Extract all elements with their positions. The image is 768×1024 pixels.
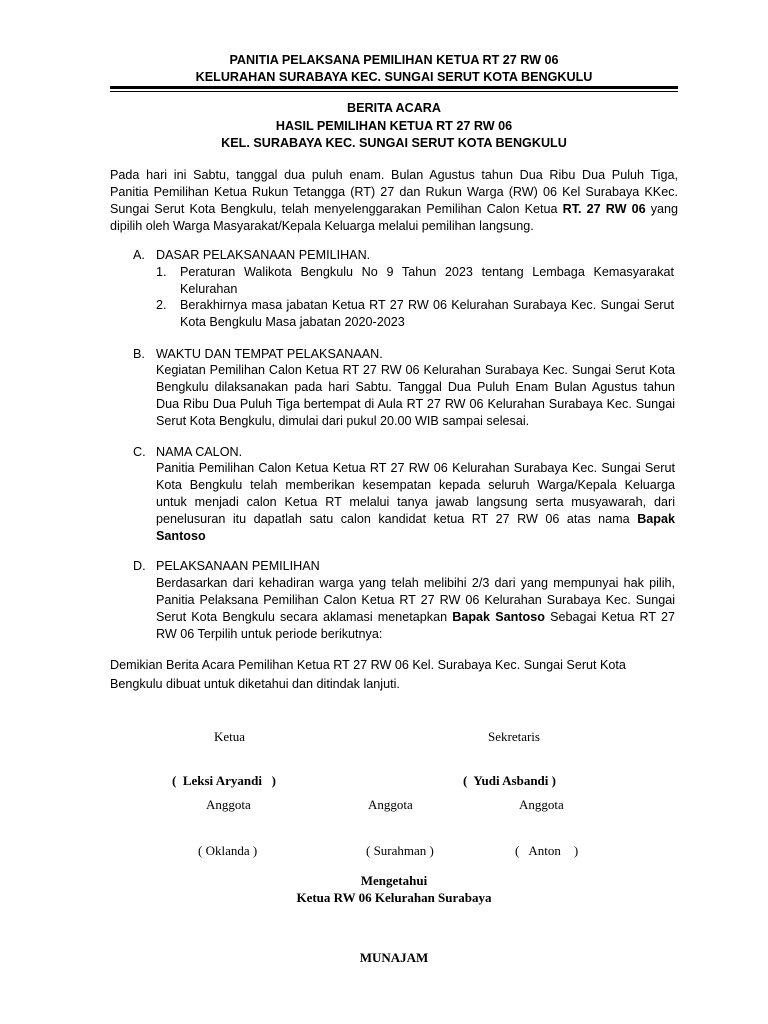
section-d-line-3 xyxy=(156,609,675,626)
approval-line-2: Ketua RW 06 Kelurahan Surabaya xyxy=(296,890,492,905)
approval-block xyxy=(194,872,594,906)
intro-line-3-bold: RT. 27 RW 06 xyxy=(562,202,646,216)
section-c-line-1: Panitia Pemilihan Calon Ketua Ketua RT 27 RW 06 Kelurahan Surabaya Kec. Sungai Serut xyxy=(156,461,675,475)
header-line-1: PANITIA PELAKSANA PEMILIHAN KETUA RT 27 RW 06 xyxy=(229,53,559,67)
anggota-3-name: ( Anton ) xyxy=(515,843,579,858)
title-line-1: BERITA ACARA xyxy=(347,101,441,115)
section-d-line-4: RW 06 Terpilih untuk periode berikutnya: xyxy=(156,627,383,641)
section-c-line-4-text: penelusuran itu dapatlah satu calon kandidat ketua RT 27 RW 06 atas nama xyxy=(156,512,630,526)
anggota-2-label: Anggota xyxy=(368,797,413,812)
section-c-heading: NAMA CALON. xyxy=(156,445,243,459)
section-c-body xyxy=(156,460,675,545)
section-d-body xyxy=(156,575,675,643)
intro-line-3 xyxy=(110,201,678,218)
section-b-marker: B. xyxy=(133,347,145,361)
section-b-line-3: Dua Ribu Dua Puluh Tiga bertempat di Aula RT 27 RW 06 Kelurahan Surabaya Kec. Sungai xyxy=(156,397,675,411)
header-rule-thin xyxy=(110,91,678,92)
section-b-body xyxy=(156,362,675,430)
intro-line-3-text: Sungai Serut Kota Bengkulu, telah menyelenggarakan Pemilihan Calon Ketua xyxy=(110,202,558,216)
approval-name: MUNAJAM xyxy=(359,950,429,965)
section-c-line-3: untuk menjadi calon Ketua RT melalui tanya jawab langsung serta musyawarah, dari xyxy=(156,495,675,509)
section-c-candidate-name: Santoso xyxy=(156,529,206,543)
section-d-line-2: Panitia Pelaksana Pemilihan Calon Ketua RT 27 RW 06 Kelurahan Surabaya Kec. Sungai xyxy=(156,593,675,607)
section-a-heading: DASAR PELAKSANAAN PEMILIHAN. xyxy=(156,248,371,262)
section-b-line-2: Bengkulu dilaksanakan pada hari Sabtu. Tanggal Dua Puluh Enam Bulan Agustus tahun xyxy=(156,380,675,394)
title-line-2: HASIL PEMILIHAN KETUA RT 27 RW 06 xyxy=(275,118,513,133)
header-rule-thick xyxy=(110,86,678,89)
ketua-name: ( Leksi Aryandi ) xyxy=(172,773,277,788)
section-b-line-4: Serut Kota Bengkulu, dimulai dari pukul 20.00 WIB sampai selesai. xyxy=(156,414,530,428)
section-c-line-4 xyxy=(156,511,675,528)
anggota-1-name: ( Oklanda ) xyxy=(198,843,258,858)
intro-paragraph xyxy=(110,167,678,235)
section-b-line-1: Kegiatan Pemilihan Calon Ketua RT 27 RW 06 Kelurahan Surabaya Kec. Sungai Serut Kota xyxy=(156,363,675,377)
section-d-line-3-bold: Bapak Santoso xyxy=(452,610,545,624)
intro-line-1: Pada hari ini Sabtu, tanggal dua puluh enam. Bulan Agustus tahun Dua Ribu Dua Puluh Tiga, xyxy=(110,168,678,182)
section-a-item-1-line-2: Kelurahan xyxy=(180,282,238,296)
section-d-line-3-end: Sebagai Ketua RT 27 xyxy=(550,610,675,624)
closing-line-2: Bengkulu dibuat untuk diketahui dan ditindak lanjuti. xyxy=(110,677,400,691)
header-institution xyxy=(110,52,678,86)
closing-line-1: Demikian Berita Acara Pemilihan Ketua RT 27 RW 06 Kel. Surabaya Kec. Sungai Serut Kota xyxy=(110,658,626,672)
anggota-3-label: Anggota xyxy=(519,797,564,812)
section-a-marker: A. xyxy=(133,248,145,262)
section-a-item-2-line-1: Berakhirnya masa jabatan Ketua RT 27 RW 06 Kelurahan Surabaya Kec. Sungai Serut xyxy=(180,298,674,312)
intro-line-4: dipilih oleh Warga Masyarakat/Kepala Keluarga melalui pemilihan langsung. xyxy=(110,219,534,233)
section-d-marker: D. xyxy=(133,559,146,573)
document-title xyxy=(110,100,678,153)
section-b-heading: WAKTU DAN TEMPAT PELAKSANAAN. xyxy=(156,347,383,361)
section-d-line-1: Berdasarkan dari kehadiran warga yang telah melibihi 2/3 dari yang mempunyai hak pilih, xyxy=(156,576,675,590)
anggota-2-name: ( Surahman ) xyxy=(366,843,434,858)
section-a-item-1 xyxy=(180,264,674,298)
section-a-item-1-number: 1. xyxy=(156,265,167,279)
title-line-3: KEL. SURABAYA KEC. SUNGAI SERUT KOTA BENGKULU xyxy=(221,136,567,150)
ketua-label: Ketua xyxy=(214,729,246,744)
closing-paragraph xyxy=(110,656,626,694)
section-c-line-4-bold: Bapak xyxy=(637,512,675,526)
section-a-item-2-line-2: Kota Bengkulu Masa jabatan 2020-2023 xyxy=(180,315,405,329)
section-d-line-3-text: Serut Kota Bengkulu secara aklamasi menetapkan xyxy=(156,610,448,624)
section-a-item-2-number: 2. xyxy=(156,298,167,312)
anggota-1-label: Anggota xyxy=(206,797,251,812)
intro-line-2: Panitia Pemilihan Ketua Rukun Tetangga (RT) 27 dan Rukun Warga (RW) 06 Kel Surabaya KKec. xyxy=(110,185,678,199)
section-a-item-1-line-1: Peraturan Walikota Bengkulu No 9 Tahun 2023 tentang Lembaga Kemasyarakat xyxy=(180,265,674,279)
section-a-item-2 xyxy=(180,297,674,331)
section-c-line-2: Kota Bengkulu telah memberikan kesempatan kepada seluruh Warga/Kepala Keluarga xyxy=(156,478,675,492)
section-d-heading: PELAKSANAAN PEMILIHAN xyxy=(156,559,320,573)
sekretaris-name: ( Yudi Asbandi ) xyxy=(463,773,556,788)
approval-line-1: Mengetahui xyxy=(360,873,428,888)
section-c-marker: C. xyxy=(133,445,146,459)
intro-line-3-end: yang xyxy=(650,202,679,216)
header-line-2: KELURAHAN SURABAYA KEC. SUNGAI SERUT KOTA BENGKULU xyxy=(195,70,593,84)
sekretaris-label: Sekretaris xyxy=(488,729,540,744)
